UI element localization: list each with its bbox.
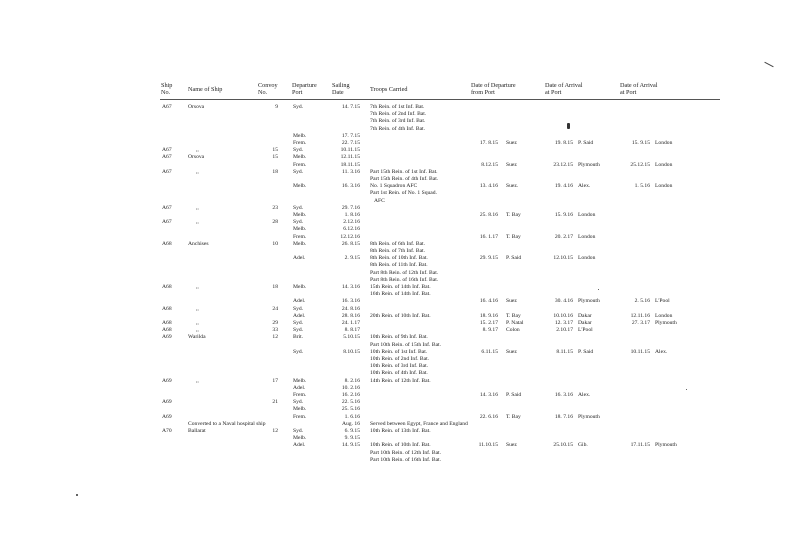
cell-troops-carried: AFC [374, 197, 385, 204]
cell-arrival-port-2: London [655, 312, 673, 319]
cell-troops-carried: Part 10th Rein. of 15th Inf. Bat. [370, 341, 442, 348]
cell-ship-no: A67 [162, 204, 172, 211]
cell-arrival-port-1: Dakar [578, 312, 592, 319]
cell-departure-port: Syd. [293, 147, 304, 154]
cell-arrival-date-2: 25.12.15 [630, 161, 650, 168]
cell-sailing-date: 8. 2.16 [344, 377, 360, 384]
cell-ship-no: A68 [162, 240, 172, 247]
cell-convoy-no: 29 [272, 320, 278, 326]
cell-troops-carried: 8th Rein. of 10th Inf. Bat. [370, 255, 428, 262]
cell-departure-from-port: Colon [506, 327, 520, 334]
cell-troops-carried: 10th Rein. of 2nd Inf. Bat. [370, 356, 430, 362]
cell-departure-from-port: T. Bay [506, 413, 521, 420]
cell-sailing-date: 11. 3.16 [342, 168, 360, 175]
cell-departure-from-port: Suez [506, 140, 517, 146]
cell-departure-port: Melb. [293, 226, 307, 233]
cell-sailing-date: 22. 5.16 [341, 399, 360, 406]
cell-departure-date: 13. 4.16 [479, 183, 498, 190]
cell-ship-no: A70 [162, 428, 172, 434]
cell-arrival-date-1: 16. 3.16 [554, 392, 573, 398]
cell-departure-port: Melb. [293, 183, 307, 190]
cell-departure-port: Syd. [293, 204, 304, 211]
cell-departure-port: Syd. [293, 168, 304, 175]
cell-convoy-no: 21 [272, 399, 278, 406]
cell-departure-date: 16. 4.16 [479, 298, 498, 305]
cell-convoy-no: 17 [272, 377, 278, 384]
cell-ship-name: ,, [196, 305, 199, 312]
cell-departure-date: 11.10.15 [478, 442, 498, 449]
cell-departure-port: Frem. [293, 161, 307, 168]
cell-convoy-no: 10 [272, 240, 278, 247]
cell-departure-from-port: T. Bay [506, 312, 521, 319]
cell-departure-date: 8.12.15 [481, 161, 498, 168]
cell-departure-date: 29. 9.15 [479, 255, 498, 262]
cell-departure-port: Frem. [293, 140, 307, 146]
cell-troops-carried: 16th Rein. of 14th Inf. Bat. [370, 291, 431, 298]
cell-ship-name: ,, [196, 320, 199, 326]
cell-troops-carried: 10th Rein. of 9th Inf. Bat. [370, 334, 428, 341]
cell-sailing-date: 29. 7.16 [341, 204, 360, 211]
cell-ship-name: ,, [196, 204, 199, 211]
cell-departure-port: Melb. [293, 132, 307, 139]
cell-arrival-port-1: Plymouth [578, 161, 600, 168]
cell-troops-carried: Part 10th Rein. of 16th Inf. Bat. [370, 456, 442, 463]
cell-arrival-port-2: L'Pool [655, 298, 670, 305]
cell-arrival-date-1: 8.11.15 [556, 348, 573, 355]
cell-departure-port: Melb. [293, 377, 307, 384]
cell-troops-carried: Part 15th Rein. of 1st Inf. Bat. [370, 168, 438, 175]
cell-convoy-no: 28 [272, 219, 278, 226]
cell-sailing-date: 10.11.15 [340, 147, 360, 154]
ink-speck [567, 123, 570, 129]
cell-arrival-port-1: Gib. [578, 442, 588, 449]
cell-ship-no: A67 [162, 219, 172, 226]
cell-troops-carried: 10th Rein. of 4th Inf. Bat. [370, 370, 428, 377]
cell-troops-carried: 8th Rein. of 11th Inf. Bat. [370, 262, 428, 269]
cell-departure-port: Frem. [293, 233, 307, 240]
cell-sailing-date: 26. 8.15 [341, 240, 360, 247]
cell-ship-no: A69 [162, 377, 172, 384]
cell-ship-name: Anchises [188, 240, 209, 247]
header-date-of-departure: Date of Departure from Port [471, 82, 516, 97]
cell-sailing-date: 1. 8.16 [344, 212, 360, 218]
cell-ship-no: A69 [162, 413, 172, 420]
cell-departure-from-port: P. Said [506, 392, 522, 398]
cell-sailing-date: 6.12.16 [343, 226, 360, 233]
cell-arrival-date-2: 15. 9.15 [631, 140, 650, 146]
cell-ship-name: Orsova [188, 104, 205, 110]
cell-ship-no: A67 [162, 168, 172, 175]
cell-troops-carried: 7th Rein. of 4th Inf. Bat. [370, 125, 425, 132]
cell-departure-date: 18. 9.16 [479, 312, 498, 319]
cell-troops-carried: 7th Rein. of 1st Inf. Bat. [370, 104, 425, 110]
cell-arrival-port-2: London [655, 183, 673, 190]
cell-convoy-no: 12 [272, 428, 278, 434]
cell-departure-date: 6.11.15 [481, 348, 498, 355]
cell-departure-port: Syd. [293, 348, 304, 355]
cell-sailing-date: 24. 8.16 [341, 305, 360, 312]
cell-arrival-date-1: 23.12.15 [553, 161, 573, 168]
cell-arrival-port-1: London [578, 212, 596, 218]
cell-departure-port: Syd. [293, 320, 304, 326]
cell-convoy-no: 23 [272, 204, 278, 211]
cell-arrival-port-1: Plymouth [578, 298, 600, 305]
cell-ship-name: Warilda [188, 334, 206, 341]
cell-troops-carried: 10th Rein. of 3rd Inf. Bat. [370, 363, 429, 370]
ink-speck [686, 389, 687, 390]
cell-sailing-date: 8. 8.17 [344, 327, 360, 334]
cell-convoy-no: 18 [272, 284, 278, 290]
cell-arrival-port-1: P. Said [578, 348, 594, 355]
cell-departure-port: Adel. [293, 298, 306, 305]
cell-departure-port: Adel. [293, 255, 306, 262]
cell-troops-carried: 15th Rein. of 14th Inf. Bat. [370, 284, 431, 290]
cell-ship-no: A67 [162, 104, 172, 110]
cell-departure-port: Frem. [293, 392, 307, 398]
cell-departure-port: Adel. [293, 442, 306, 449]
cell-arrival-date-2: 17.11.15 [630, 442, 650, 449]
cell-troops-carried: 14th Rein. of 12th Inf. Bat. [370, 377, 431, 384]
ink-speck [598, 289, 599, 290]
cell-sailing-date: 2.12.16 [343, 219, 360, 226]
cell-convoy-no: 9 [275, 104, 278, 110]
cell-troops-carried: Served between Egypt, France and England [370, 420, 468, 427]
cell-sailing-date: 17. 7.15 [341, 132, 360, 139]
cell-sailing-date: 14. 7.15 [341, 104, 360, 110]
cell-arrival-port-1: Dakar [578, 320, 592, 326]
cell-ship-name: Ballarat [188, 428, 206, 434]
cell-departure-port: Adel. [293, 384, 306, 391]
cell-sailing-date: 12.12.16 [340, 233, 360, 240]
cell-departure-port: Syd. [293, 305, 304, 312]
cell-troops-carried: 7th Rein. of 3rd Inf. Bat. [370, 118, 426, 125]
cell-ship-no: A69 [162, 334, 172, 341]
cell-note: Converted to a Naval hospital ship [188, 420, 266, 427]
cell-ship-no: A68 [162, 327, 172, 334]
cell-arrival-date-2: 27. 3.17 [631, 320, 650, 326]
cell-ship-no: A68 [162, 284, 172, 290]
cell-troops-carried: Part 8th Rein. of 12th Inf. Bat. [370, 269, 439, 276]
cell-arrival-port-1: Alex. [578, 183, 591, 190]
cell-arrival-date-1: 18. 7.16 [554, 413, 573, 420]
cell-ship-name: ,, [196, 327, 199, 334]
cell-troops-carried: 10th Rein. of 10th Inf. Bat. [370, 442, 431, 449]
cell-sailing-date: 24. 1.17 [341, 320, 360, 326]
header-departure-port: Departure Port [292, 82, 317, 97]
cell-arrival-port-2: London [655, 140, 673, 146]
cell-arrival-date-1: 12. 3.17 [554, 320, 573, 326]
table-row [0, 457, 800, 465]
header-rule [160, 99, 720, 100]
cell-ship-name: ,, [196, 377, 199, 384]
cell-arrival-date-2: 12.11.16 [630, 312, 650, 319]
cell-convoy-no: 15 [272, 147, 278, 154]
cell-sailing-date: 18.11.15 [340, 161, 360, 168]
cell-departure-port: Melb. [293, 240, 307, 247]
cell-arrival-date-1: 25.10.15 [553, 442, 573, 449]
cell-convoy-no: 33 [272, 327, 278, 334]
cell-ship-name: Orsova [188, 154, 205, 161]
cell-departure-port: Adel. [293, 312, 306, 319]
cell-departure-port: Syd. [293, 327, 304, 334]
cell-arrival-port-2: Plymouth [655, 320, 677, 326]
cell-departure-port: Melb. [293, 212, 307, 218]
cell-departure-port: Syd. [293, 104, 304, 110]
cell-departure-from-port: T. Bay [506, 233, 521, 240]
cell-departure-from-port: Suez. [506, 183, 519, 190]
cell-departure-from-port: Suez [506, 298, 517, 305]
cell-departure-from-port: P. Said [506, 255, 522, 262]
cell-arrival-port-1: L'Pool [578, 327, 593, 334]
cell-departure-date: 17. 8.15 [479, 140, 498, 146]
cell-troops-carried: Part 15th Rein. of 4th Inf. Bat. [370, 176, 439, 182]
header-ship-name: Name of Ship [188, 86, 223, 93]
cell-ship-name: ,, [196, 284, 199, 290]
header-sailing-date: Sailing Date [332, 82, 350, 97]
cell-arrival-date-1: 20. 2.17 [554, 233, 573, 240]
header-ship-no: Ship No. [161, 82, 173, 97]
cell-troops-carried: Part 1st Rein. of No. 1 Squad. [370, 190, 437, 197]
cell-troops-carried: No. 1 Squadron AFC [370, 183, 418, 190]
cell-sailing-date: 28. 8.16 [341, 312, 360, 319]
cell-ship-no: A67 [162, 147, 172, 154]
cell-arrival-port-1: P. Said [578, 140, 594, 146]
cell-sailing-date: 2. 9.15 [344, 255, 360, 262]
cell-departure-port: Melb. [293, 406, 307, 413]
cell-departure-date: 25. 8.16 [479, 212, 498, 218]
cell-troops-carried: 10th Rein. of 13th Inf. Bat. [370, 428, 431, 434]
cell-ship-no: A68 [162, 305, 172, 312]
cell-arrival-date-1: 19. 8.15 [554, 140, 573, 146]
cell-sailing-date: 22. 7.15 [341, 140, 360, 146]
cell-departure-from-port: T. Bay [506, 212, 521, 218]
header-date-of-arrival-1: Date of Arrival at Port [545, 82, 583, 97]
cell-departure-port: Brit. [293, 334, 304, 341]
cell-departure-port: Syd. [293, 219, 304, 226]
cell-sailing-date: 12.11.15 [340, 154, 360, 161]
cell-ship-no: A68 [162, 320, 172, 326]
cell-departure-port: Melb. [293, 284, 307, 290]
cell-sailing-date: 16. 2.16 [341, 392, 360, 398]
cell-troops-carried: 10th Rein. of 1st Inf. Bat. [370, 348, 428, 355]
cell-departure-from-port: Suez [506, 161, 517, 168]
cell-arrival-date-2: 10.11.15 [630, 348, 650, 355]
cell-sailing-date: 16. 3.16 [341, 298, 360, 305]
cell-arrival-date-2: 1. 5.16 [634, 183, 650, 190]
cell-troops-carried: Part 8th Rein. of 16th Inf. Bat. [370, 276, 439, 283]
cell-convoy-no: 24 [272, 305, 278, 312]
cell-sailing-date: Aug. 16 [341, 420, 360, 427]
cell-sailing-date: 16. 3.16 [341, 183, 360, 190]
cell-departure-date: 16. 1.17 [479, 233, 498, 240]
header-troops-carried: Troops Carried [370, 86, 408, 93]
cell-departure-date: 8. 9.17 [482, 327, 498, 334]
cell-departure-port: Frem. [293, 413, 307, 420]
ink-speck [76, 494, 78, 496]
cell-sailing-date: 9. 9.15 [344, 435, 360, 442]
cell-departure-date: 14. 3.16 [479, 392, 498, 398]
cell-departure-from-port: P. Natal [506, 320, 524, 326]
cell-arrival-date-1: 19. 4.16 [554, 183, 573, 190]
pen-mark [764, 62, 773, 68]
cell-troops-carried: 8th Rein. of 6th Inf. Bat. [370, 240, 425, 247]
cell-sailing-date: 14. 9.15 [341, 442, 360, 449]
cell-troops-carried: 7th Rein. of 2nd Inf. Bat. [370, 111, 427, 118]
cell-troops-carried: 8th Rein. of 7th Inf. Bat. [370, 248, 425, 254]
cell-sailing-date: 5.10.15 [343, 334, 360, 341]
cell-ship-no: A69 [162, 399, 172, 406]
cell-departure-date: 15. 2.17 [479, 320, 498, 326]
cell-ship-no: A67 [162, 154, 172, 161]
cell-arrival-port-2: Plymouth [655, 442, 677, 449]
cell-arrival-date-1: 10.10.16 [553, 312, 573, 319]
cell-departure-port: Syd. [293, 428, 304, 434]
cell-convoy-no: 18 [272, 168, 278, 175]
header-convoy-no: Convoy No. [258, 82, 278, 97]
cell-ship-name: ,, [196, 147, 199, 154]
cell-arrival-date-1: 15. 9.16 [554, 212, 573, 218]
cell-troops-carried: Part 10th Rein. of 12th Inf. Bat. [370, 449, 442, 456]
cell-sailing-date: 25. 5.16 [341, 406, 360, 413]
cell-arrival-date-2: 2. 5.16 [634, 298, 650, 305]
cell-arrival-port-1: London [578, 255, 596, 262]
cell-sailing-date: 6. 9.15 [344, 428, 360, 434]
cell-departure-date: 22. 6.16 [479, 413, 498, 420]
cell-departure-port: Melb. [293, 154, 307, 161]
cell-convoy-no: 12 [272, 334, 278, 341]
cell-ship-name: ,, [196, 168, 199, 175]
cell-sailing-date: 10. 2.16 [341, 384, 360, 391]
cell-arrival-date-1: 2.10.17 [556, 327, 573, 334]
cell-ship-name: ,, [196, 219, 199, 226]
cell-arrival-port-2: London [655, 161, 673, 168]
cell-arrival-date-1: 12.10.15 [553, 255, 573, 262]
cell-arrival-date-1: 30. 4.16 [554, 298, 573, 305]
cell-departure-from-port: Suez [506, 442, 517, 449]
cell-arrival-port-1: London [578, 233, 596, 240]
cell-convoy-no: 15 [272, 154, 278, 161]
cell-arrival-port-1: Plymouth [578, 413, 600, 420]
header-date-of-arrival-2: Date of Arrival at Port [620, 82, 658, 97]
cell-arrival-port-1: Alex. [578, 392, 591, 398]
cell-sailing-date: 1. 6.16 [344, 413, 360, 420]
cell-troops-carried: 20th Rein. of 10th Inf. Bat. [370, 312, 431, 319]
cell-departure-from-port: Suez [506, 348, 517, 355]
cell-sailing-date: 14. 3.16 [341, 284, 360, 290]
cell-sailing-date: 8.10.15 [343, 348, 360, 355]
cell-departure-port: Syd. [293, 399, 304, 406]
cell-arrival-port-2: Alex. [655, 348, 668, 355]
cell-departure-port: Melb. [293, 435, 307, 442]
